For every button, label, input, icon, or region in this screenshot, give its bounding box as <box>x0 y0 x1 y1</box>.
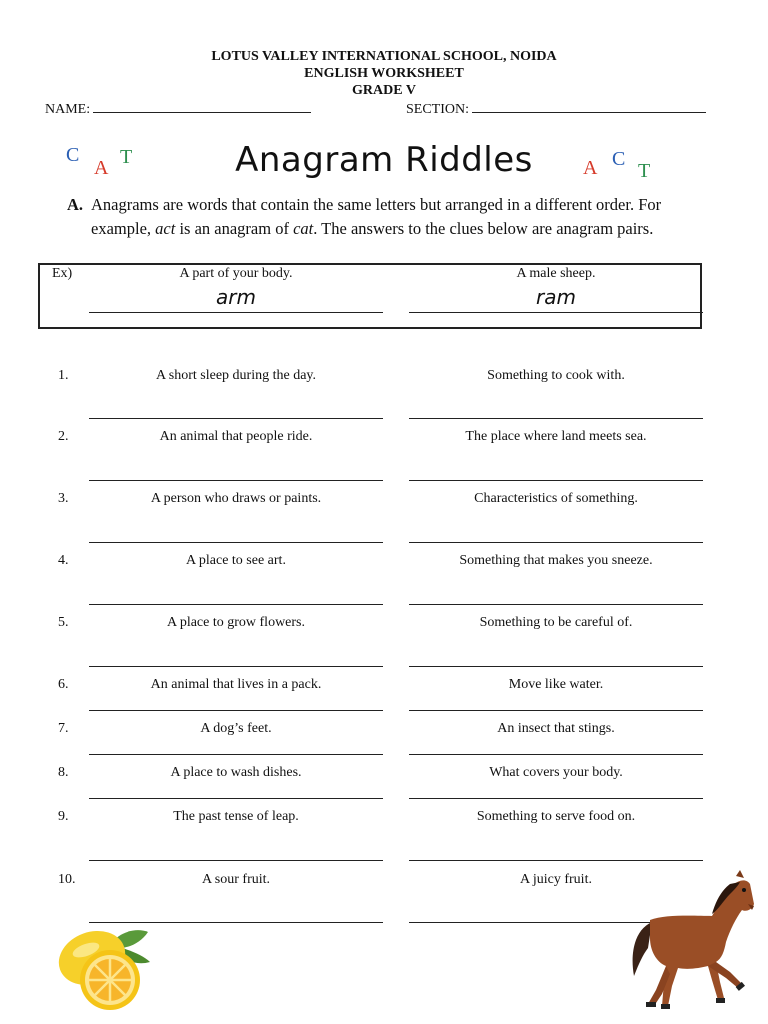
example-label: Ex) <box>52 266 73 281</box>
riddle-left-clue: A place to grow flowers. <box>166 615 306 630</box>
riddle-right-answer-line[interactable] <box>409 542 703 543</box>
riddle-left-answer-line[interactable] <box>89 480 383 481</box>
name-label: NAME: <box>45 102 91 117</box>
name-line[interactable] <box>93 100 311 113</box>
riddle-right-clue: Characteristics of something. <box>474 491 638 506</box>
example-right-answer: ram <box>536 285 576 309</box>
riddle-left-answer-line[interactable] <box>89 604 383 605</box>
riddle-left-answer-line[interactable] <box>89 860 383 861</box>
riddle-right-clue: Something to be careful of. <box>479 615 633 630</box>
riddle-number: 8. <box>58 765 69 780</box>
riddle-right-clue: An insect that stings. <box>497 721 615 736</box>
riddle-right-clue: Move like water. <box>508 677 604 692</box>
riddle-number: 1. <box>58 368 69 383</box>
riddle-number: 10. <box>58 872 76 887</box>
riddle-right-answer-line[interactable] <box>409 418 703 419</box>
decor-letter-t-right: T <box>638 160 651 182</box>
riddle-left-clue: A sour fruit. <box>201 872 271 887</box>
riddle-number: 6. <box>58 677 69 692</box>
riddle-right-clue: Something to serve food on. <box>476 809 636 824</box>
riddle-number: 4. <box>58 553 69 568</box>
riddle-left-clue: An animal that lives in a pack. <box>150 677 322 692</box>
riddle-right-answer-line[interactable] <box>409 666 703 667</box>
section-a-label: A. <box>67 195 84 214</box>
riddle-number: 5. <box>58 615 69 630</box>
riddle-number: 9. <box>58 809 69 824</box>
school-name: LOTUS VALLEY INTERNATIONAL SCHOOL, NOIDA <box>211 49 557 64</box>
section-line[interactable] <box>472 100 706 113</box>
decor-letter-a-right: A <box>583 157 598 179</box>
riddle-right-clue: A juicy fruit. <box>520 872 592 887</box>
example-left-answer-line <box>89 312 383 313</box>
riddle-right-answer-line[interactable] <box>409 604 703 605</box>
section-label: SECTION: <box>406 102 469 117</box>
riddle-left-clue: The past tense of leap. <box>173 809 299 824</box>
riddle-right-clue: What covers your body. <box>489 765 623 780</box>
instructions-line-2: example, act is an anagram of cat. The answers to the clues below are anagram pairs. <box>91 219 654 238</box>
example-left-clue: A part of your body. <box>179 266 293 281</box>
riddle-left-answer-line[interactable] <box>89 754 383 755</box>
riddle-number: 7. <box>58 721 69 736</box>
decor-letter-t-left: T <box>120 146 133 168</box>
riddle-right-answer-line[interactable] <box>409 798 703 799</box>
riddle-left-answer-line[interactable] <box>89 542 383 543</box>
worksheet-subject: ENGLISH WORKSHEET <box>304 66 464 81</box>
riddle-number: 3. <box>58 491 69 506</box>
riddle-right-answer-line[interactable] <box>409 754 703 755</box>
riddle-left-clue: A dog’s feet. <box>200 721 272 736</box>
section-field[interactable] <box>406 100 706 118</box>
example-right-answer-line <box>409 312 703 313</box>
example-right-clue: A male sheep. <box>516 266 596 281</box>
instructions-line-1: Anagrams are words that contain the same letters but arranged in a different order. For <box>91 195 662 214</box>
riddle-left-clue: A place to wash dishes. <box>170 765 302 780</box>
riddle-right-clue: The place where land meets sea. <box>465 429 647 444</box>
page-title: Anagram Riddles <box>235 140 533 180</box>
riddle-right-answer-line[interactable] <box>409 860 703 861</box>
grade-label: GRADE V <box>352 83 416 98</box>
riddle-left-answer-line[interactable] <box>89 798 383 799</box>
riddle-left-clue: A short sleep during the day. <box>155 368 317 383</box>
riddle-left-clue: A place to see art. <box>186 553 286 568</box>
lemon-illustration <box>52 918 156 1014</box>
decor-letter-c-right: C <box>612 148 626 170</box>
riddle-left-clue: A person who draws or paints. <box>150 491 322 506</box>
decor-letter-c-left: C <box>66 144 80 166</box>
riddle-right-clue: Something to cook with. <box>487 368 625 383</box>
riddle-right-answer-line[interactable] <box>409 480 703 481</box>
horse-illustration <box>626 870 758 1014</box>
section-a-instructions <box>67 193 723 241</box>
riddle-left-answer-line[interactable] <box>89 666 383 667</box>
example-left-answer: arm <box>216 285 256 309</box>
name-field[interactable] <box>45 100 311 118</box>
riddle-left-clue: An animal that people ride. <box>159 429 313 444</box>
riddle-left-answer-line[interactable] <box>89 710 383 711</box>
riddle-left-answer-line[interactable] <box>89 418 383 419</box>
decor-letter-a-left: A <box>94 157 109 179</box>
riddle-right-clue: Something that makes you sneeze. <box>459 553 653 568</box>
riddle-right-answer-line[interactable] <box>409 710 703 711</box>
riddle-number: 2. <box>58 429 69 444</box>
